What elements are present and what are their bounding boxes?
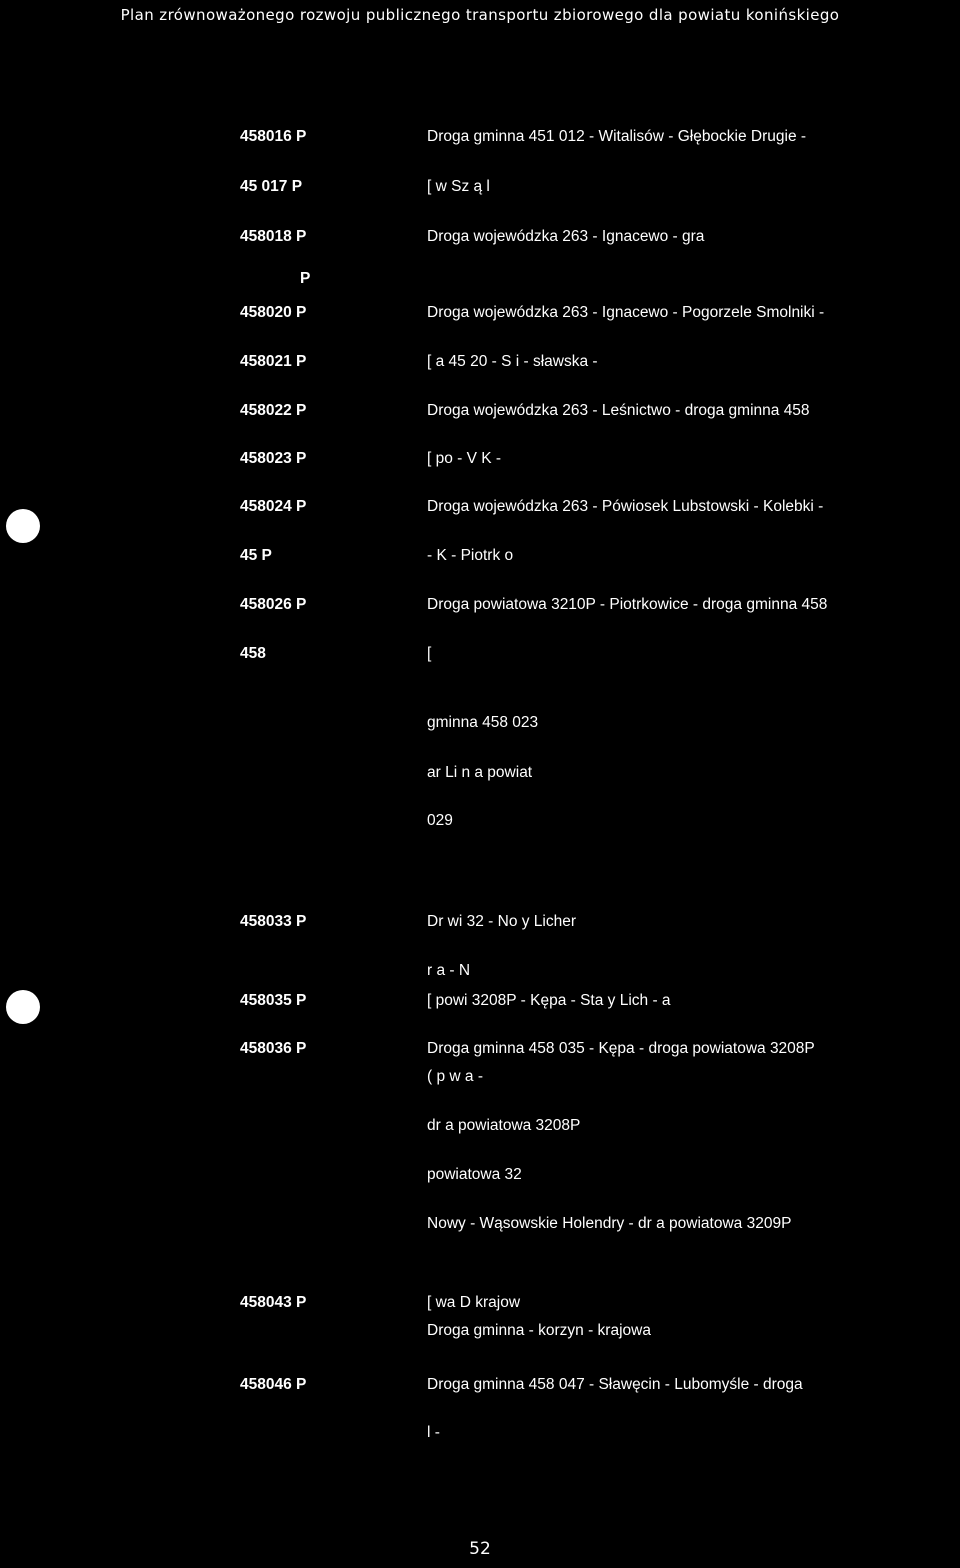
- road-description: Dr wi 32 - No y Licher: [427, 913, 577, 930]
- table-row: [0, 1068, 960, 1092]
- table-row: [0, 1215, 960, 1239]
- table-row: [0, 304, 960, 328]
- road-description: [ powi 3208P - Kępa - Sta y Lich - a: [427, 992, 671, 1009]
- road-description: ar Li n a powiat: [427, 764, 533, 781]
- road-code: 45 017 P: [240, 178, 303, 195]
- table-row: [0, 962, 960, 986]
- table-row: [0, 178, 960, 202]
- road-description: Droga wojewódzka 263 - Pówiosek Lubstowski - Kolebki -: [427, 498, 824, 515]
- table-row: [0, 547, 960, 571]
- road-description: Droga gminna - korzyn - krajowa: [427, 1322, 651, 1339]
- road-code: 458: [240, 645, 266, 662]
- road-code: 45 P: [240, 547, 272, 564]
- road-code: 458033 P: [240, 913, 307, 930]
- table-row: [0, 1166, 960, 1190]
- road-description: Droga gminna 458 047 - Sławęcin - Lubomyśle - droga: [427, 1376, 803, 1393]
- road-code: 458036 P: [240, 1040, 307, 1057]
- table-row: [0, 1040, 960, 1064]
- road-code: P: [300, 270, 311, 287]
- road-code: 458022 P: [240, 402, 307, 419]
- road-description: [ a 45 20 - S i - sławska -: [427, 353, 598, 370]
- table-row: [0, 228, 960, 252]
- road-code: 458026 P: [240, 596, 307, 613]
- road-description: Droga powiatowa 3210P - Piotrkowice - droga gminna 458: [427, 596, 828, 613]
- table-row: [0, 812, 960, 836]
- road-description: [: [427, 645, 432, 662]
- road-description: [ po - V K -: [427, 450, 502, 467]
- road-description: gminna 458 023: [427, 714, 539, 731]
- table-row: [0, 1424, 960, 1448]
- page-header: Plan zrównoważonego rozwoju publicznego transportu zbiorowego dla powiatu konińskiego: [120, 6, 840, 24]
- table-row: [0, 1117, 960, 1141]
- road-description: - K - Piotrk o: [427, 547, 514, 564]
- road-code: 458021 P: [240, 353, 307, 370]
- road-code: 458016 P: [240, 128, 307, 145]
- table-row: [0, 596, 960, 620]
- table-row: [0, 714, 960, 738]
- road-description: powiatowa 32: [427, 1166, 522, 1183]
- table-row: [0, 498, 960, 522]
- road-description: 029: [427, 812, 453, 829]
- road-description: Droga gminna 451 012 - Witalisów - Głębockie Drugie -: [427, 128, 807, 145]
- road-description: Droga wojewódzka 263 - Leśnictwo - droga gminna 458: [427, 402, 810, 419]
- table-row: [0, 450, 960, 474]
- table-row: [0, 402, 960, 426]
- road-description: ( p w a -: [427, 1068, 483, 1085]
- road-description: [ w Sz ą l: [427, 178, 490, 195]
- road-description: r a - N: [427, 962, 471, 979]
- road-code: 458024 P: [240, 498, 307, 515]
- table-row: [0, 128, 960, 152]
- road-code: 458046 P: [240, 1376, 307, 1393]
- road-code: 458018 P: [240, 228, 307, 245]
- page-number: 52: [469, 1539, 491, 1559]
- road-description: Droga wojewódzka 263 - Ignacewo - gra: [427, 228, 705, 245]
- table-row: [0, 1322, 960, 1346]
- road-description: Nowy - Wąsowskie Holendry - dr a powiatowa 3209P: [427, 1215, 792, 1232]
- road-code: 458020 P: [240, 304, 307, 321]
- table-row: [0, 270, 960, 294]
- table-row: [0, 353, 960, 377]
- table-row: [0, 992, 960, 1016]
- road-description: [ wa D krajow: [427, 1294, 521, 1311]
- road-description: l -: [427, 1424, 440, 1441]
- road-description: dr a powiatowa 3208P: [427, 1117, 581, 1134]
- road-code: 458035 P: [240, 992, 307, 1009]
- road-code: 458023 P: [240, 450, 307, 467]
- road-description: Droga wojewódzka 263 - Ignacewo - Pogorzele Smolniki -: [427, 304, 825, 321]
- table-row: [0, 764, 960, 788]
- road-code: 458043 P: [240, 1294, 307, 1311]
- table-row: [0, 913, 960, 937]
- road-description: Droga gminna 458 035 - Kępa - droga powiatowa 3208P: [427, 1040, 815, 1057]
- table-row: [0, 645, 960, 669]
- table-row: [0, 1376, 960, 1400]
- table-row: [0, 1294, 960, 1318]
